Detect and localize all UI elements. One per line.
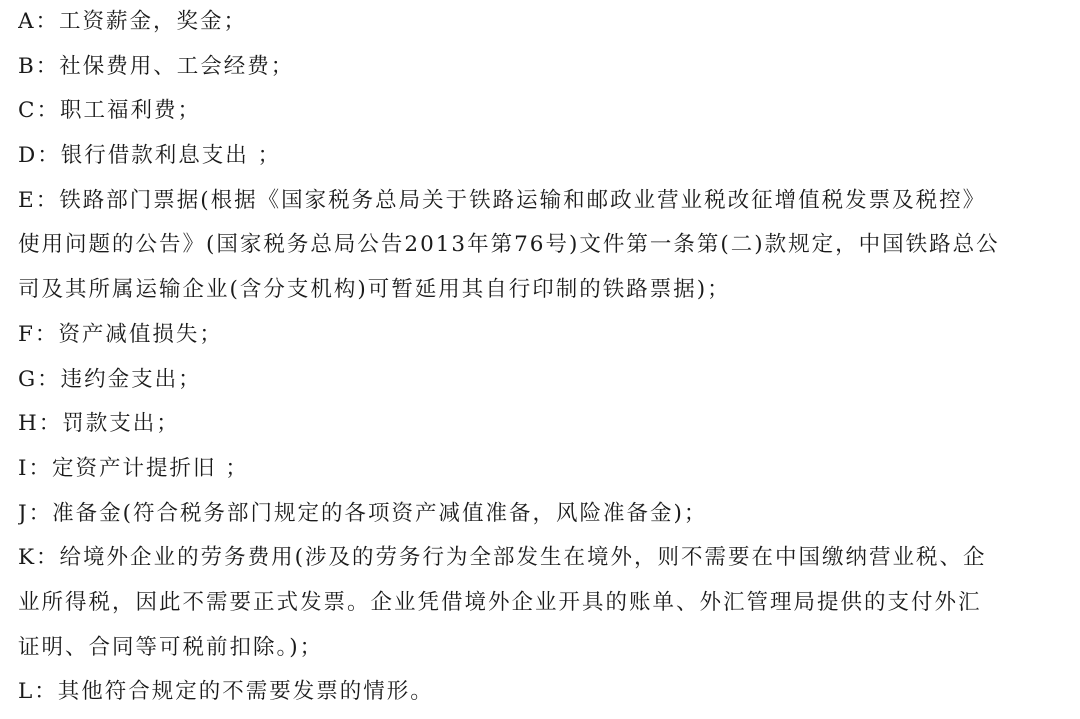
text-line-c: C：职工福利费； bbox=[18, 98, 201, 124]
document-body bbox=[18, 0, 1063, 715]
text-line-j: J：准备金(符合税务部门规定的各项资产减值准备，风险准备金)； bbox=[18, 500, 708, 526]
text-line-d: D：银行借款利息支出 ； bbox=[18, 143, 282, 169]
text-line-g: G：违约金支出； bbox=[18, 366, 202, 392]
text-line-k-1: K：给境外企业的劳务费用(涉及的劳务行为全部发生在境外，则不需要在中国缴纳营业税、企 bbox=[18, 545, 987, 571]
text-line-b: B：社保费用、工会经费； bbox=[18, 53, 295, 79]
text-line-i: I：定资产计提折旧 ； bbox=[18, 455, 249, 481]
text-line-k-3: 证明、合同等可税前扣除。)； bbox=[18, 634, 324, 660]
text-line-h: H：罚款支出； bbox=[18, 411, 180, 437]
text-line-a: A：工资薪金，奖金； bbox=[18, 9, 248, 34]
text-line-e-3: 司及其所属运输企业(含分支机构)可暂延用其自行印制的铁路票据)； bbox=[18, 277, 731, 303]
text-line-e-2: 使用问题的公告》(国家税务总局公告2013年第76号)文件第一条第(二)款规定，中国铁路总公 bbox=[18, 232, 1000, 258]
text-line-e-1: E：铁路部门票据(根据《国家税务总局关于铁路运输和邮政业营业税改征增值税发票及税控》 bbox=[18, 187, 987, 213]
text-line-f: F：资产减值损失； bbox=[18, 321, 223, 347]
text-line-k-2: 业所得税，因此不需要正式发票。企业凭借境外企业开具的账单、外汇管理局提供的支付外汇 bbox=[18, 589, 982, 615]
text-line-l: L：其他符合规定的不需要发票的情形。 bbox=[18, 679, 434, 705]
